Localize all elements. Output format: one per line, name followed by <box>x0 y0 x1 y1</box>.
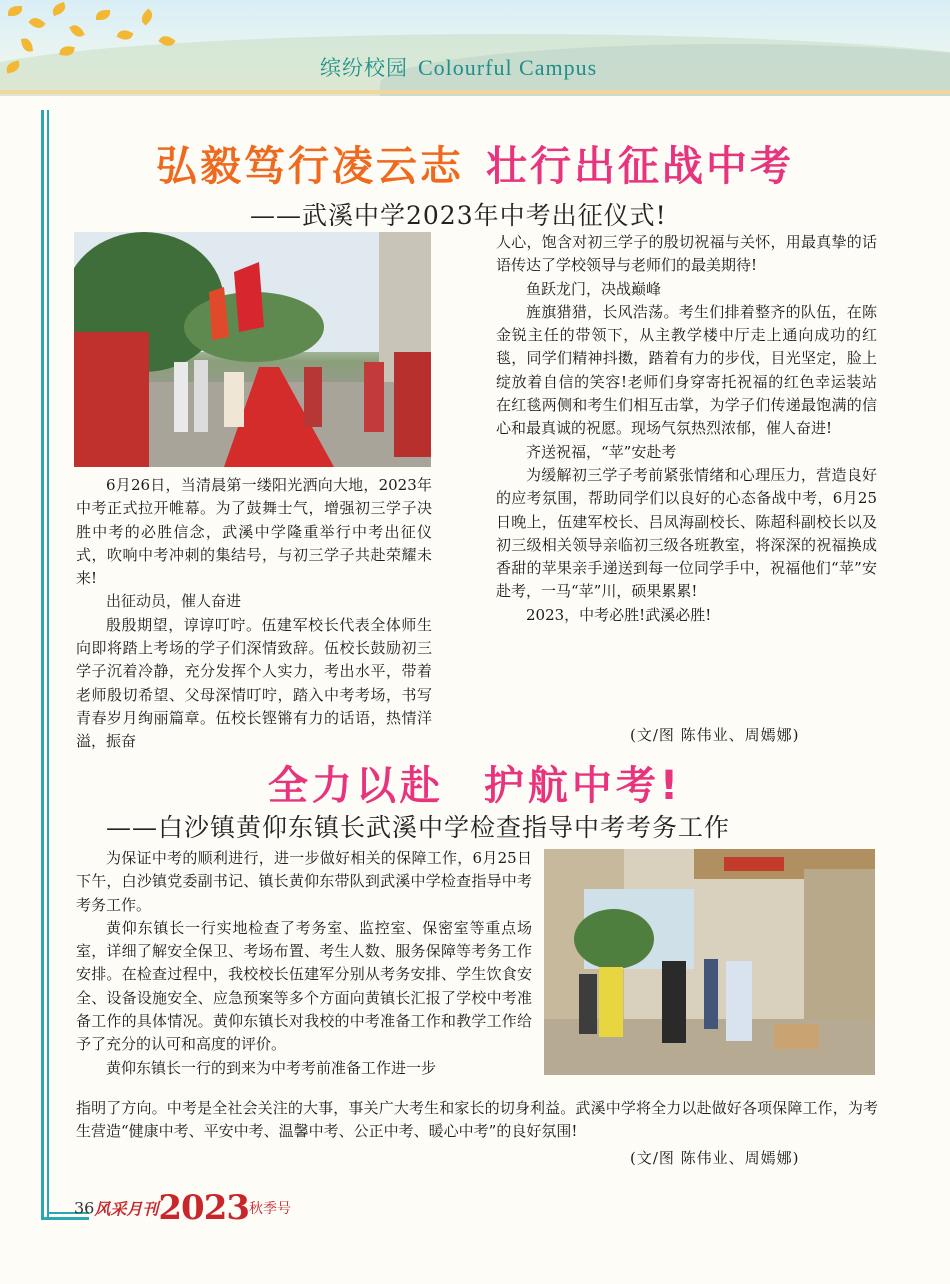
article1-paragraph: 旌旗猎猎，长风浩荡。考生们排着整齐的队伍，在陈金锐主任的带领下，从主教学楼中厅走上通向成功的红毯，同学们精神抖擞，踏着有力的步伐，目光坚定，脸上绽放着自信的笑容!老师们身穿寄托祝福的红色幸运装站在红毯两侧和考生们相互击掌，为学子们传递最饱满的信心和最真诚的祝愿。现场气氛热烈浓郁，催人奋进! <box>496 302 877 438</box>
article2-paragraph: 黄仰东镇长一行的到来为中考考前准备工作进一步 <box>106 1058 437 1077</box>
left-border-line <box>47 110 49 1220</box>
left-border-line <box>41 110 44 1220</box>
article1-title-part1: 弘毅笃行凌云志 <box>156 142 464 190</box>
issue-season: 秋季号 <box>249 1201 292 1217</box>
page-header-banner <box>0 0 950 96</box>
article2-paragraph: 黄仰东镇长一行实地检查了考务室、监控室、保密室等重点场室，详细了解安全保卫、考场布置、考生人数、服务保障等考务工作安排。在检查过程中，我校校长伍建军分别从考务安排、学生饮食安全、设备设施安全、应急预案等多个方面向黄镇长汇报了学校中考准备工作的具体情况。黄仰东镇长对我校的中考准备工作和教学工作给予了充分的认可和高度的评价。 <box>76 918 532 1054</box>
magazine-name: 风采月刊 <box>94 1199 159 1219</box>
article1-paragraph: 2023，中考必胜!武溪必胜! <box>526 605 712 624</box>
page-footer <box>74 1188 291 1228</box>
article1-section-heading: 鱼跃龙门，决战巅峰 <box>526 279 662 298</box>
article1-credit: (文/图 陈伟业、周嫣娜) <box>630 726 800 744</box>
section-title-en: Colourful Campus <box>418 55 598 80</box>
article2-paragraph: 指明了方向。中考是全社会关注的大事，事关广大考生和家长的切身利益。武溪中学将全力以赴做好各项保障工作，为考生营造“健康中考、平安中考、温馨中考、公正中考、暖心中考”的良好氛围! <box>76 1099 878 1141</box>
article2-photo-inspection <box>544 849 875 1075</box>
ceremony-photo-illustration <box>74 232 431 467</box>
article1-paragraph: 人心，饱含对初三学子的殷切祝福与关怀，用最真挚的话语传达了学校领导与老师们的最美期待! <box>496 233 877 275</box>
article1-title <box>60 133 890 192</box>
header-divider <box>0 90 950 94</box>
article1-section-heading: 出征动员，催人奋进 <box>106 592 242 611</box>
inspection-photo-illustration <box>544 849 875 1075</box>
article1-right-column <box>496 231 877 627</box>
ginkgo-leaves-decoration <box>0 0 190 96</box>
section-title <box>320 52 597 82</box>
page-number: 36 <box>74 1198 95 1218</box>
article2-title-part1: 全力以赴 <box>267 763 444 809</box>
article2-paragraph: 为保证中考的顺利进行，进一步做好相关的保障工作，6月25日下午，白沙镇党委副书记、镇长黄仰东带队到武溪中学检查指导中考考务工作。 <box>76 849 532 914</box>
article1-left-column <box>76 474 432 754</box>
article2-credit: (文/图 陈伟业、周嫣娜) <box>630 1149 800 1167</box>
article1-subtitle: ——武溪中学2023年中考出征仪式! <box>250 201 667 230</box>
article2-bottom-text <box>76 1097 878 1144</box>
section-title-cn: 缤纷校园 <box>320 56 408 80</box>
issue-year: 2023 <box>158 1188 250 1228</box>
article1-photo-ceremony <box>74 232 431 467</box>
article1-paragraph: 6月26日，当清晨第一缕阳光洒向大地，2023年中考正式拉开帷幕。为了鼓舞士气，增强初三学子决胜中考的必胜信念，武溪中学隆重举行中考出征仪式，吹响中考冲刺的集结号，与初三学子共赴荣耀未来! <box>76 476 432 588</box>
article2-title-part2: 护航中考! <box>483 763 683 809</box>
article1-section-heading: 齐送祝福，“苹”安赴考 <box>526 442 677 461</box>
article1-paragraph: 为缓解初三学子考前紧张情绪和心理压力，营造良好的应考氛围，帮助同学们以良好的心态备战中考，6月25日晚上，伍建军校长、吕凤海副校长、陈超科副校长以及初三级相关领导亲临初三级各班教室，将深深的祝福换成香甜的苹果亲手递送到每一位同学手中，祝福他们“苹”安赴考，一马“苹”川，硕果累累! <box>496 465 877 601</box>
article1-title-part2: 壮行出征战中考 <box>486 142 794 190</box>
article2-subtitle: ——白沙镇黄仰东镇长武溪中学检查指导中考考务工作 <box>106 813 731 842</box>
article1-paragraph: 殷殷期望，谆谆叮咛。伍建军校长代表全体师生向即将踏上考场的学子们深情致辞。伍校长鼓励初三学子沉着冷静，充分发挥个人实力，考出水平，带着老师殷切希望、父母深情叮咛，踏入中考考场，书写青春岁月绚丽篇章。伍校长铿锵有力的话语，热情洋溢，振奋 <box>76 615 432 751</box>
article2-left-column <box>76 847 532 1080</box>
article2-title <box>60 754 890 811</box>
